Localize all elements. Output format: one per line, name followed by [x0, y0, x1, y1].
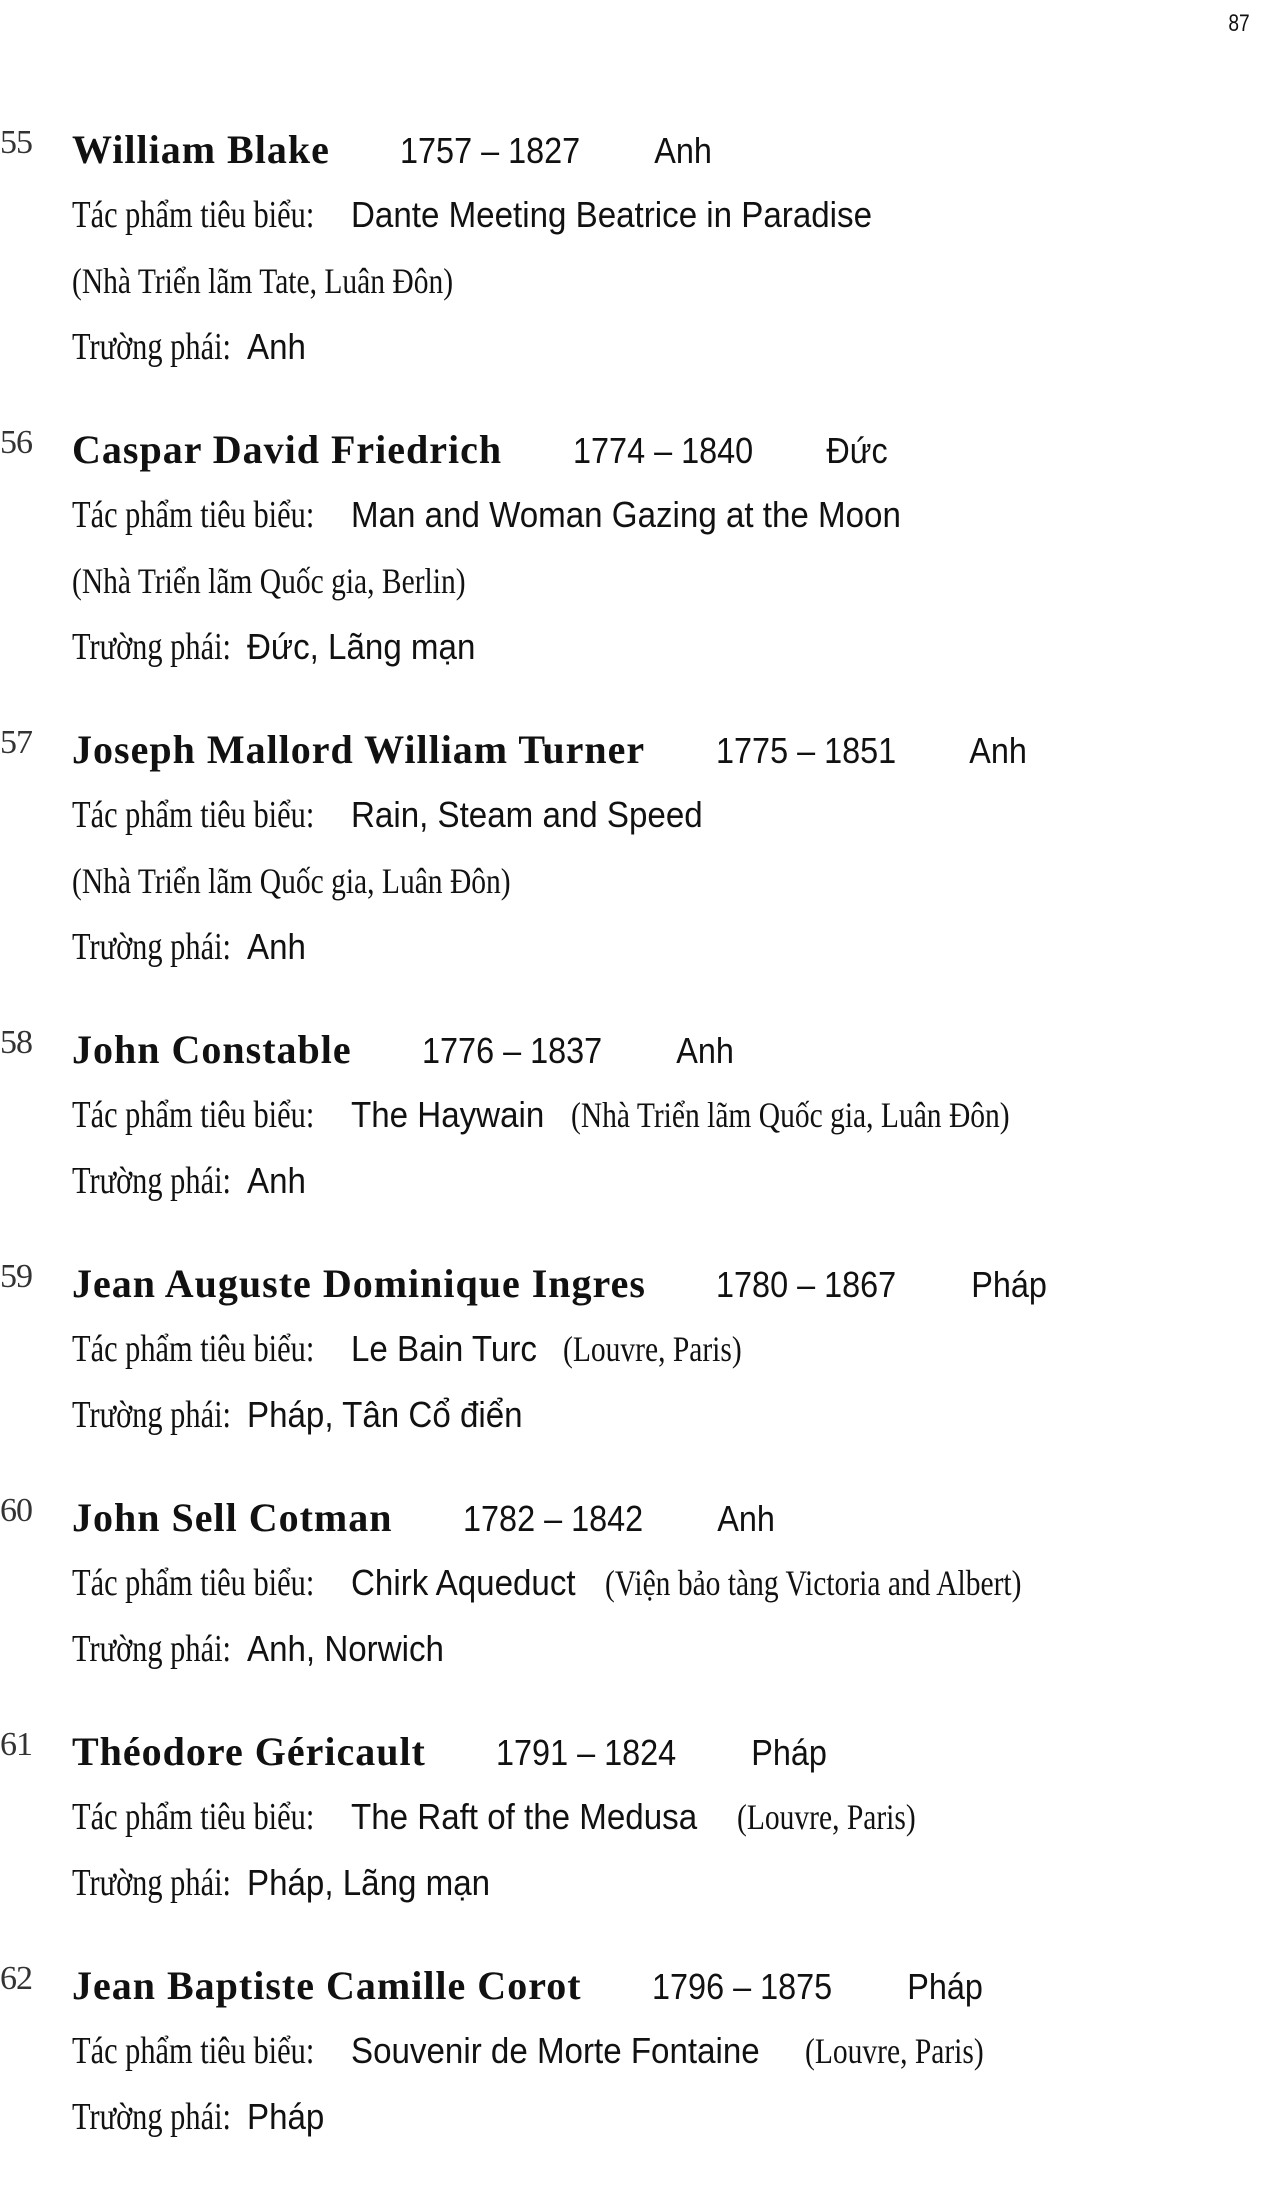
work-location: (Viện bảo tàng Victoria and Albert)	[605, 1563, 1022, 1603]
artist-years: 1796 – 1875	[652, 1966, 833, 2007]
artist-country: Pháp	[971, 1264, 1047, 1305]
work-location: (Nhà Triển lãm Tate, Luân Đôn)	[72, 261, 454, 301]
artist-country: Đức	[826, 430, 888, 471]
artist-entry	[0, 1252, 1280, 1486]
work-location: (Nhà Triển lãm Quốc gia, Berlin)	[72, 561, 466, 601]
artist-entry	[0, 418, 1280, 718]
artist-years: 1775 – 1851	[715, 730, 896, 771]
school-line	[72, 914, 1280, 980]
entry-number: 55	[0, 124, 32, 161]
school-value: Anh, Norwich	[246, 1628, 444, 1669]
work-title: Souvenir de Morte Fontaine	[350, 2030, 760, 2071]
artist-country: Pháp	[906, 1966, 983, 2007]
school-value: Pháp, Tân Cổ điển	[246, 1394, 523, 1435]
artist-years: 1780 – 1867	[716, 1264, 897, 1305]
work-line	[72, 482, 1202, 614]
school-label: Trường phái:	[72, 326, 231, 368]
work-location: (Nhà Triển lãm Quốc gia, Luân Đôn)	[570, 1095, 1010, 1135]
artist-name: Jean Auguste Dominique Ingres	[72, 1261, 646, 1306]
school-label: Trường phái:	[72, 926, 231, 968]
school-value: Anh	[246, 1160, 306, 1201]
artist-entry	[0, 1486, 1280, 1720]
artist-country: Anh	[675, 1030, 734, 1071]
artist-years: 1774 – 1840	[572, 430, 753, 471]
artist-years: 1782 – 1842	[462, 1498, 644, 1539]
school-label: Trường phái:	[72, 1628, 231, 1670]
work-line	[72, 1316, 1280, 1382]
artist-name: John Sell Cotman	[72, 1495, 393, 1540]
school-value: Anh	[246, 326, 306, 367]
work-line	[72, 1550, 1280, 1616]
school-line	[72, 314, 1280, 380]
artist-name: John Constable	[72, 1027, 352, 1072]
work-line	[72, 1082, 1280, 1148]
work-line	[72, 2018, 1280, 2084]
work-title: Man and Woman Gazing at the Moon	[350, 494, 901, 535]
entry-number: 58	[0, 1024, 32, 1061]
artist-entry	[0, 718, 1280, 1018]
school-line	[72, 2084, 1280, 2150]
school-value: Pháp, Lãng mạn	[246, 1862, 490, 1903]
school-line	[72, 1616, 1280, 1682]
work-line	[72, 182, 1202, 314]
artist-country: Anh	[654, 130, 712, 171]
artist-country: Anh	[969, 730, 1028, 771]
work-label: Tác phẩm tiêu biểu:	[72, 194, 315, 236]
work-title: Chirk Aqueduct	[350, 1562, 576, 1603]
school-value: Pháp	[246, 2096, 325, 2137]
entry-headline	[72, 1486, 1280, 1550]
artist-name: Théodore Géricault	[72, 1729, 426, 1774]
work-location: (Nhà Triển lãm Quốc gia, Luân Đôn)	[72, 861, 511, 901]
entry-headline	[72, 1720, 1280, 1784]
school-label: Trường phái:	[72, 2096, 231, 2138]
work-label: Tác phẩm tiêu biểu:	[72, 1094, 315, 1136]
artist-name: Joseph Mallord William Turner	[72, 727, 646, 772]
work-title: Rain, Steam and Speed	[350, 794, 703, 835]
artist-name: William Blake	[72, 127, 330, 172]
artist-years: 1776 – 1837	[422, 1030, 603, 1071]
entry-headline	[72, 1018, 1280, 1082]
school-label: Trường phái:	[72, 1862, 231, 1904]
school-line	[72, 614, 1280, 680]
artist-entry	[0, 1720, 1280, 1954]
entry-headline	[72, 118, 1280, 182]
artist-entry	[0, 1018, 1280, 1252]
work-line	[72, 782, 1202, 914]
entry-headline	[72, 418, 1280, 482]
school-label: Trường phái:	[72, 1394, 231, 1436]
work-label: Tác phẩm tiêu biểu:	[72, 2030, 315, 2072]
school-line	[72, 1148, 1280, 1214]
artist-list	[0, 118, 1280, 2188]
school-value: Anh	[246, 926, 306, 967]
entry-number: 57	[0, 724, 32, 761]
entry-headline	[72, 1954, 1280, 2018]
entry-number: 62	[0, 1960, 32, 1997]
artist-name: Jean Baptiste Camille Corot	[72, 1963, 582, 2008]
artist-country: Pháp	[751, 1732, 827, 1773]
work-label: Tác phẩm tiêu biểu:	[72, 1328, 315, 1370]
school-label: Trường phái:	[72, 1160, 231, 1202]
page-number: 87	[1228, 10, 1250, 37]
entry-headline	[72, 718, 1280, 782]
artist-entry	[0, 1954, 1280, 2188]
work-line	[72, 1784, 1280, 1850]
work-label: Tác phẩm tiêu biểu:	[72, 1562, 315, 1604]
artist-years: 1757 – 1827	[400, 130, 581, 171]
work-title: The Raft of the Medusa	[350, 1796, 697, 1837]
work-label: Tác phẩm tiêu biểu:	[72, 494, 315, 536]
work-title: The Haywain	[350, 1094, 545, 1135]
school-value: Đức, Lãng mạn	[246, 626, 476, 667]
school-line	[72, 1382, 1280, 1448]
work-label: Tác phẩm tiêu biểu:	[72, 1796, 315, 1838]
work-location: (Louvre, Paris)	[805, 2031, 984, 2071]
artist-years: 1791 – 1824	[496, 1732, 677, 1773]
work-location: (Louvre, Paris)	[737, 1797, 916, 1837]
work-title: Le Bain Turc	[350, 1328, 537, 1369]
entry-number: 56	[0, 424, 32, 461]
artist-country: Anh	[716, 1498, 775, 1539]
entry-headline	[72, 1252, 1280, 1316]
artist-name: Caspar David Friedrich	[72, 427, 503, 472]
school-label: Trường phái:	[72, 626, 231, 668]
artist-entry	[0, 118, 1280, 418]
school-line	[72, 1850, 1280, 1916]
entry-number: 59	[0, 1258, 32, 1295]
work-title: Dante Meeting Beatrice in Paradise	[350, 194, 872, 235]
work-location: (Louvre, Paris)	[563, 1329, 742, 1369]
entry-number: 60	[0, 1492, 32, 1529]
work-label: Tác phẩm tiêu biểu:	[72, 794, 315, 836]
entry-number: 61	[0, 1726, 32, 1763]
